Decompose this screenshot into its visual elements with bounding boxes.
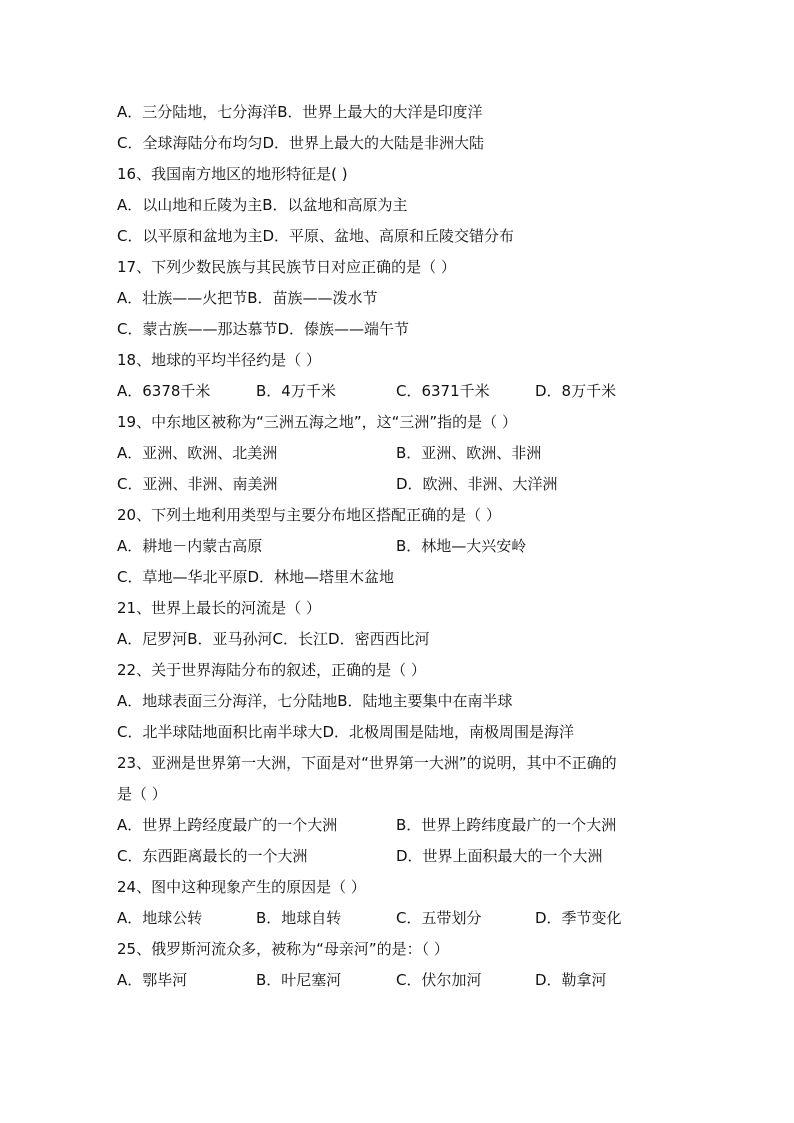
option-text: C．全球海陆分布均匀D．世界上最大的大陆是非洲大陆 — [117, 134, 485, 152]
option-b: B．地球自转 — [256, 909, 342, 927]
option-b: B．4万千米 — [256, 382, 336, 400]
option-row — [117, 841, 677, 872]
question-17 — [117, 252, 677, 283]
question-20 — [117, 500, 677, 531]
option-line — [117, 314, 677, 345]
option-line — [117, 686, 677, 717]
option-d: D．季节变化 — [535, 909, 622, 927]
option-c: C．6371千米 — [396, 382, 490, 400]
option-d: D．8万千米 — [535, 382, 617, 400]
option-a: A．亚洲、欧洲、北美洲 — [117, 444, 278, 462]
option-line — [117, 624, 677, 655]
option-text: A．三分陆地，七分海洋B．世界上最大的大洋是印度洋 — [117, 103, 483, 121]
question-16 — [117, 159, 677, 190]
question-22 — [117, 655, 677, 686]
option-a: A．6378千米 — [117, 382, 211, 400]
option-a: A．世界上跨经度最广的一个大洲 — [117, 816, 338, 834]
option-d: D．欧洲、非洲、大洋洲 — [396, 475, 558, 493]
question-text: 24、图中这种现象产生的原因是（ ） — [117, 878, 366, 896]
question-24 — [117, 872, 677, 903]
question-text: 是（ ） — [117, 785, 167, 803]
option-line — [117, 283, 677, 314]
option-c: C．伏尔加河 — [396, 971, 482, 989]
option-text: C．草地—华北平原D．林地—塔里木盆地 — [117, 568, 395, 586]
option-d: D．世界上面积最大的一个大洲 — [396, 847, 603, 865]
option-row — [117, 438, 677, 469]
question-text: 18、地球的平均半径约是（ ） — [117, 351, 321, 369]
question-23 — [117, 748, 677, 779]
option-text: A．尼罗河B．亚马孙河C．长江D．密西西比河 — [117, 630, 430, 648]
question-text: 25、俄罗斯河流众多，被称为“母亲河”的是：（ ） — [117, 940, 449, 958]
option-row — [117, 903, 677, 934]
option-row — [117, 376, 677, 407]
option-a: A．鄂毕河 — [117, 971, 188, 989]
option-b: B．林地—大兴安岭 — [396, 537, 527, 555]
option-text: C．北半球陆地面积比南半球大D．北极周围是陆地，南极周围是海洋 — [117, 723, 575, 741]
option-line — [117, 190, 677, 221]
question-text: 20、下列土地利用类型与主要分布地区搭配正确的是（ ） — [117, 506, 501, 524]
option-line — [117, 717, 677, 748]
option-line — [117, 128, 677, 159]
option-d: D．勒拿河 — [535, 971, 607, 989]
question-list — [117, 97, 677, 996]
question-25 — [117, 934, 677, 965]
question-text: 16、我国南方地区的地形特征是( ) — [117, 165, 348, 183]
question-text: 17、下列少数民族与其民族节日对应正确的是（ ） — [117, 258, 456, 276]
question-18 — [117, 345, 677, 376]
option-line — [117, 97, 677, 128]
option-text: C．以平原和盆地为主D．平原、盆地、高原和丘陵交错分布 — [117, 227, 515, 245]
question-text: 22、关于世界海陆分布的叙述，正确的是（ ） — [117, 661, 426, 679]
option-text: A．壮族——火把节B．苗族——泼水节 — [117, 289, 378, 307]
question-text: 23、亚洲是世界第一大洲，下面是对“世界第一大洲”的说明，其中不正确的 — [117, 754, 617, 772]
option-b: B．世界上跨纬度最广的一个大洲 — [396, 816, 617, 834]
option-a: A．耕地－内蒙古高原 — [117, 537, 263, 555]
question-21 — [117, 593, 677, 624]
option-line — [117, 562, 677, 593]
option-row — [117, 531, 677, 562]
option-text: C．蒙古族——那达慕节D．傣族——端午节 — [117, 320, 410, 338]
option-a: A．地球公转 — [117, 909, 203, 927]
option-c: C．亚洲、非洲、南美洲 — [117, 475, 278, 493]
option-c: C．东西距离最长的一个大洲 — [117, 847, 308, 865]
option-b: B．叶尼塞河 — [256, 971, 342, 989]
option-row — [117, 965, 677, 996]
option-row — [117, 469, 677, 500]
option-text: A．以山地和丘陵为主B．以盆地和高原为主 — [117, 196, 408, 214]
question-text: 21、世界上最长的河流是（ ） — [117, 599, 321, 617]
option-line — [117, 221, 677, 252]
question-23-continued — [117, 779, 677, 810]
option-row — [117, 810, 677, 841]
option-c: C．五带划分 — [396, 909, 482, 927]
question-19 — [117, 407, 677, 438]
question-text: 19、中东地区被称为“三洲五海之地”，这“三洲”指的是（ ） — [117, 413, 517, 431]
option-b: B．亚洲、欧洲、非洲 — [396, 444, 542, 462]
option-text: A．地球表面三分海洋，七分陆地B．陆地主要集中在南半球 — [117, 692, 513, 710]
